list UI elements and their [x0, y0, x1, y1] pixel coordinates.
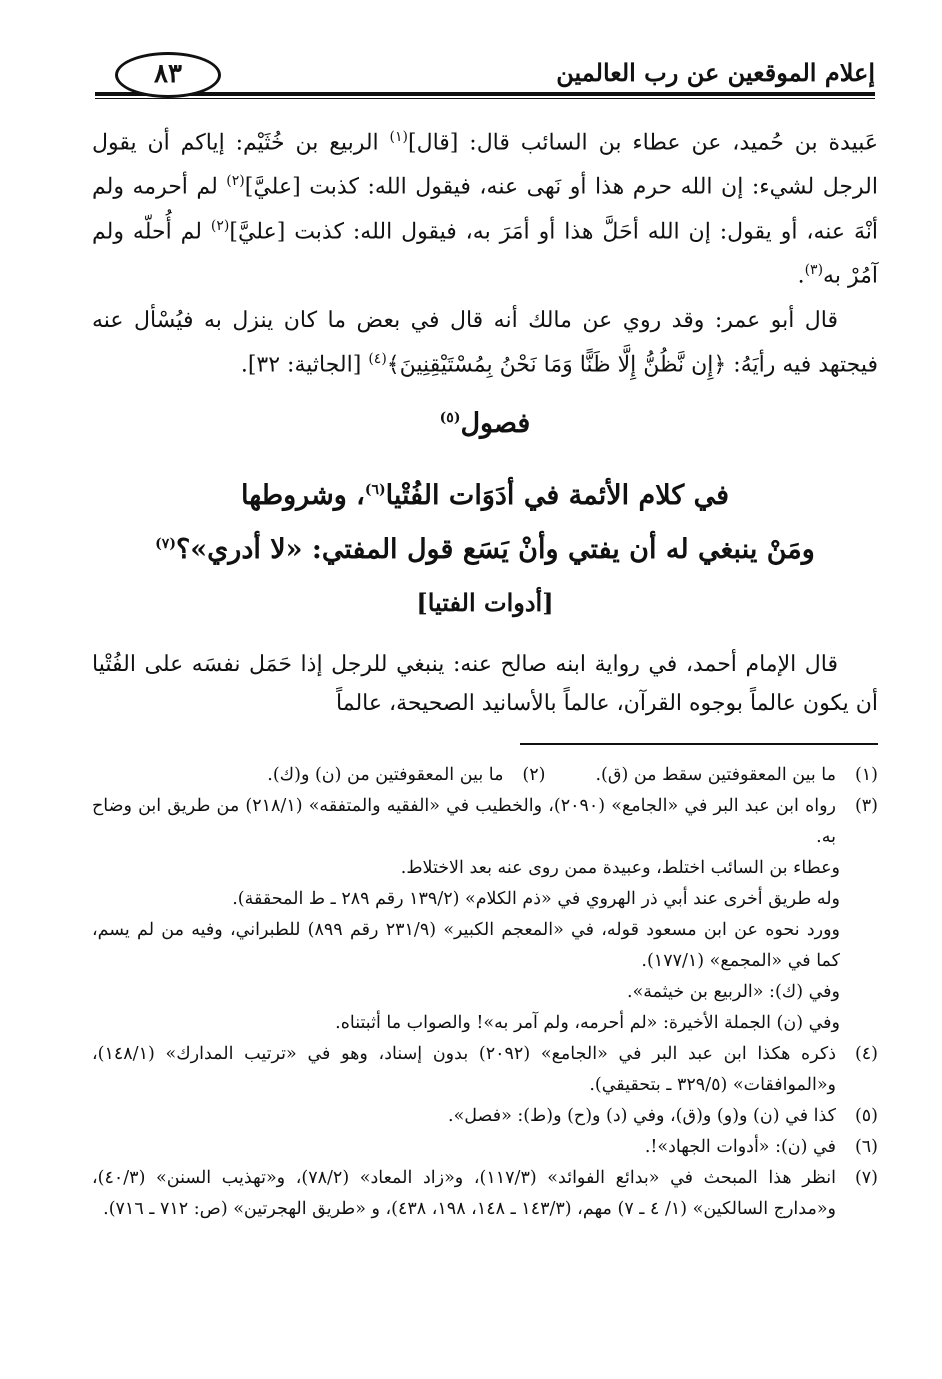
- footnote: [92, 1132, 878, 1163]
- footnotes: [92, 760, 878, 1225]
- chapter-title: [92, 466, 878, 574]
- footnote-continuation: [92, 884, 878, 915]
- footnote-continuation: [92, 853, 878, 884]
- footnote-number: (٧): [854, 1168, 878, 1188]
- footnote-text: وفي (ك): «الربيع بن خيثمة».: [627, 982, 840, 1002]
- footnote-rule: [520, 743, 878, 745]
- paragraph: [92, 301, 878, 384]
- footnote-text: وعطاء بن السائب اختلط، وعبيدة ممن روى عنه بعد الاختلاط.: [400, 858, 840, 878]
- header-rule-thin: [95, 98, 875, 99]
- footnote-ref: (٢): [210, 217, 230, 234]
- main-text: [92, 118, 878, 391]
- subsection-heading: [أدوات الفتيا]: [416, 588, 554, 617]
- main-text-2: [92, 645, 878, 729]
- chapter-title-line: [92, 520, 878, 574]
- quran-verse: ﴿إِن نَّظُنُّ إِلَّا ظَنًّا وَمَا نَحْنُ بِمُسْتَيْقِنِينَ﴾: [386, 352, 727, 378]
- heading-text: فصول: [460, 408, 531, 439]
- footnote-number: (٦): [854, 1137, 878, 1157]
- footnote-ref: (٤): [368, 351, 387, 368]
- footnote-text: في (ن): «أدوات الجهاد»!.: [644, 1137, 836, 1157]
- paragraph: [92, 118, 878, 295]
- footnote-number: (٣): [854, 796, 878, 816]
- footnote-text: ما بين المعقوفتين سقط من (ق).: [595, 765, 836, 785]
- footnote-ref: (٥): [439, 410, 461, 426]
- heading-text: ، وشروطها: [240, 480, 365, 511]
- footnote: [92, 1101, 878, 1132]
- footnote-text: كذا في (ن) و(و) و(ق)، وفي (د) و(ح) و(ط): «فصل».: [448, 1106, 836, 1126]
- footnote: [92, 1039, 878, 1101]
- footnote-number: (٢): [522, 765, 546, 785]
- footnote-continuation: [92, 1008, 878, 1039]
- footnote-text: رواه ابن عبد البر في «الجامع» (٢٠٩٠)، والخطيب في «الفقيه والمتفقه» (٢١٨/١) من طريق ابن وضاح به.: [92, 796, 837, 847]
- footnote: [92, 1163, 878, 1225]
- footnote: [92, 791, 878, 853]
- footnote-number: (٤): [854, 1044, 878, 1064]
- text-run: الربيع بن خُثَيْم: إياكم أن يقول الرجل لشيء: إن الله حرم هذا أو نَهى عنه، فيقول الله: كذبت [عليَّ]: [92, 130, 878, 200]
- text-run: [الجاثية: ٣٢].: [240, 352, 369, 378]
- paragraph: قال الإمام أحمد، في رواية ابنه صالح عنه: ينبغي للرجل إذا حَمَل نفسَه على الفُتْيا أن يكون عالماً بوجوه القرآن، عالماً بالأسانيد الصحيحة، عالماً: [92, 652, 878, 716]
- footnote-number: (٥): [854, 1106, 878, 1126]
- footnote-text: ذكره هكذا ابن عبد البر في «الجامع» (٢٠٩٢) بدون إسناد، وهو في «ترتيب المدارك» (١٤٨/١)، و«الموافقات» (٣٢٩/٥ ـ بتحقيقي).: [92, 1044, 836, 1095]
- text-run: لم أحرمه ولم أنْهَ عنه، أو يقول: إن الله أحَلَّ هذا أو أمَرَ به، فيقول الله: كذبت [عليَّ]: [92, 174, 878, 244]
- footnote: [595, 760, 878, 791]
- text-run: قال أبو عمر: وقد روي عن مالك أنه قال في بعض ما كان ينزل به فيُسْأل عنه فيجتهد فيه رأيَهُ:: [92, 308, 878, 378]
- chapter-title-line: [92, 466, 878, 520]
- footnote: [267, 760, 545, 791]
- page-number: ٨٣: [115, 52, 221, 98]
- footnote-text: ما بين المعقوفتين من (ن) و(ك).: [267, 765, 504, 785]
- footnote-text: وورد نحوه عن ابن مسعود قوله، في «المعجم الكبير» (٢٣١/٩ رقم ٨٩٩) للطبراني، وفيه من لم يسم، كما في «المجمع» (١٧٧/١).: [92, 920, 840, 971]
- footnote-ref: (٦): [364, 482, 386, 498]
- footnote-ref: (٢): [226, 173, 245, 190]
- text-run: .: [797, 263, 805, 289]
- text-run: لم أُحلّه ولم آمُرْ به: [92, 218, 878, 289]
- header-rule: [95, 92, 875, 96]
- heading-text: في كلام الأئمة في أدَوَات الفُتْيا: [385, 480, 730, 511]
- footnote-continuation: [92, 977, 878, 1008]
- running-title: إعلام الموقعين عن رب العالمين: [556, 58, 875, 87]
- page-header: [95, 48, 875, 104]
- footnote-text: وفي (ن) الجملة الأخيرة: «لم أحرمه، ولم آمر به»! والصواب ما أثبتناه.: [335, 1013, 840, 1033]
- heading-text: ومَنْ ينبغي له أن يفتي وأنْ يَسَع قول المفتي: «لا أدري»؟: [175, 534, 815, 565]
- footnote-number: (١): [854, 765, 878, 785]
- footnote-ref: (٣): [804, 261, 824, 278]
- footnote-row: [92, 760, 878, 791]
- section-heading: [92, 408, 878, 439]
- footnote-continuation: [92, 915, 878, 977]
- footnote-ref: (١): [389, 129, 409, 145]
- footnote-text: انظر هذا المبحث في «بدائع الفوائد» (١١٧/٣)، و«زاد المعاد» (٧٨/٢)، و«تهذيب السنن» (٤٠/٣)، و«مدارج السالكين» (١/ ٤ ـ ٧) مهم، (١٤٣/٣ ـ ١٤٨، ١٩٨، ٤٣٨)، و «طريق الهجرتين» (ص: ٧١٢ ـ ٧١٦).: [92, 1168, 836, 1219]
- footnote-text: وله طريق أخرى عند أبي ذر الهروي في «ذم الكلام» (١٣٩/٢ رقم ٢٨٩ ـ ط المحققة).: [232, 889, 840, 909]
- footnote-ref: (٧): [155, 536, 176, 552]
- text-run: عَبيدة بن حُميد، عن عطاء بن السائب قال: [قال]: [408, 130, 878, 156]
